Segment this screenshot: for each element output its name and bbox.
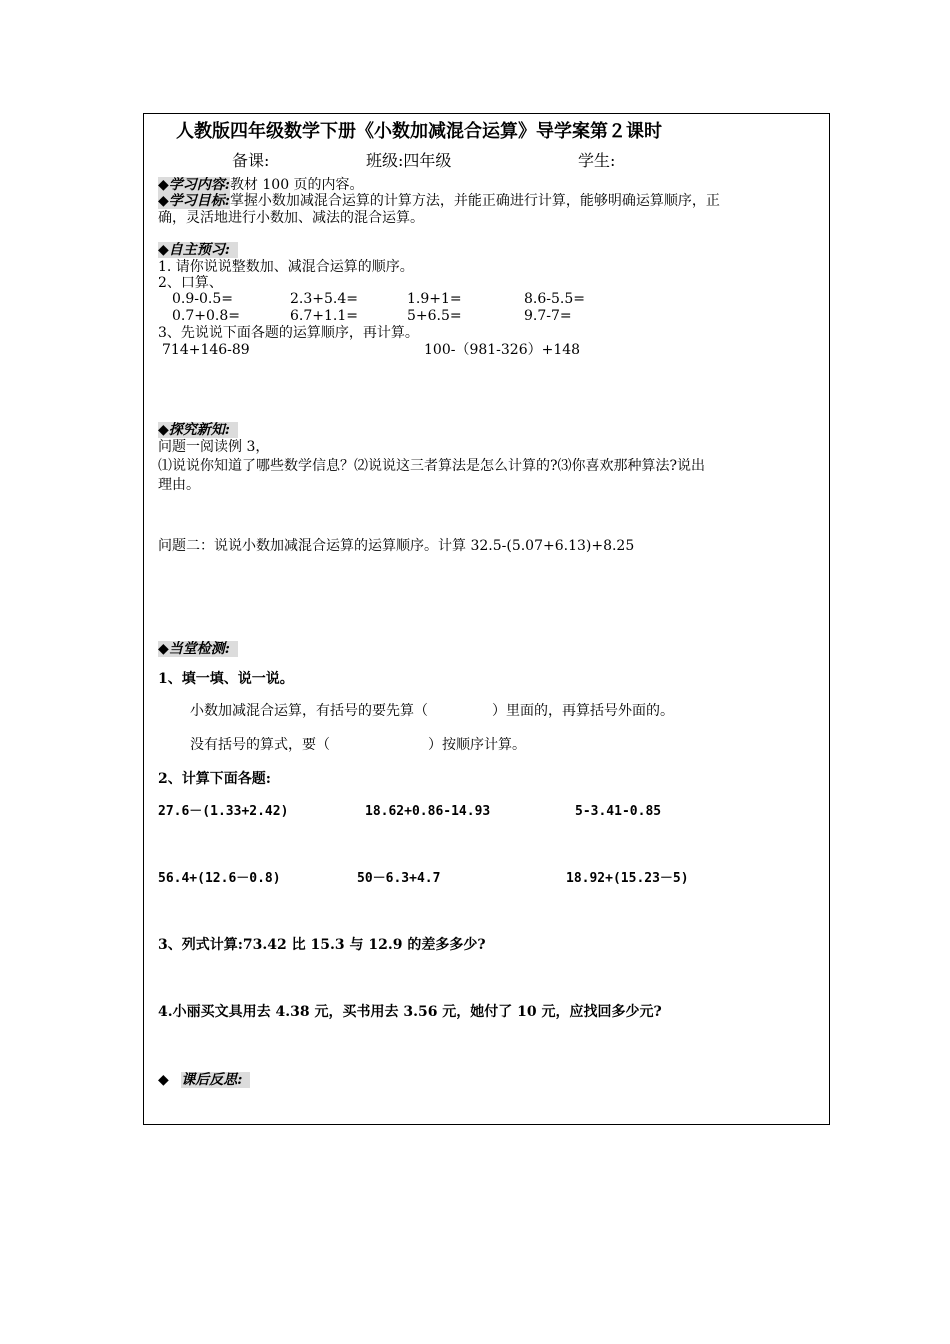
calc-item: 18.92+(15.23－5): [566, 871, 689, 886]
page-title: 人教版四年级数学下册《小数加减混合运算》导学案第２课时: [176, 121, 662, 142]
calc-item: 5-3.41-0.85: [575, 804, 662, 819]
test-s4: 4.小丽买文具用去 4.38 元，买书用去 3.56 元，她付了 10 元，应找回多少元?: [158, 1004, 662, 1020]
preview-label: ◆自主预习:: [158, 242, 238, 258]
class-value: 四年级: [403, 151, 452, 170]
class-label: 班级:: [366, 151, 404, 170]
calc-item: 56.4+(12.6－0.8): [158, 871, 281, 886]
learning-content-label: ◆学习内容:: [158, 177, 230, 193]
fill1-text-b: ）里面的，再算括号外面的。: [492, 703, 674, 719]
reflect-section: [158, 1072, 250, 1088]
explore-p1-line3: 理由。: [158, 477, 200, 493]
fill2-text-b: ）按顺序计算。: [428, 737, 526, 753]
oral-item: 5+6.5=: [407, 308, 462, 324]
test-label: ◆当堂检测:: [158, 641, 238, 657]
preview-calc-a: 714+146-89: [162, 342, 250, 358]
student-label: 学生:: [578, 151, 616, 170]
test-s2: 2、计算下面各题:: [158, 771, 271, 787]
reflect-label: 课后反思:: [181, 1072, 250, 1088]
preview-calc-b: 100-（981-326）+148: [424, 342, 581, 358]
calc-item: 18.62+0.86-14.93: [365, 804, 491, 819]
fill1-text-a: 小数加减混合运算，有括号的要先算（: [190, 703, 428, 719]
oral-item: 2.3+5.4=: [290, 291, 358, 307]
learning-goals-line2: 确，灵活地进行小数加、减法的混合运算。: [158, 210, 424, 226]
test-s3: 3、列式计算:73.42 比 15.3 与 12.9 的差多多少?: [158, 937, 486, 953]
oral-item: 0.9-0.5=: [172, 291, 233, 307]
learning-goals-label: ◆学习目标:: [158, 193, 230, 209]
prep-label: 备课:: [232, 151, 270, 170]
preview-q3: 3、先说说下面各题的运算顺序，再计算。: [158, 325, 419, 341]
oral-item: 8.6-5.5=: [524, 291, 585, 307]
oral-item: 9.7-7=: [524, 308, 572, 324]
learning-content-text: 教材 100 页的内容。: [229, 177, 364, 193]
calc-item: 50－6.3+4.7: [357, 871, 441, 886]
test-s1: 1、填一填、说一说。: [158, 671, 294, 687]
learning-content: [158, 177, 364, 193]
oral-item: 0.7+0.8=: [172, 308, 240, 324]
explore-p1-line2: ⑴说说你知道了哪些数学信息？⑵说说这三者算法是怎么计算的?⑶你喜欢那种算法?说出: [158, 458, 706, 474]
explore-label: ◆探究新知:: [158, 422, 238, 438]
preview-q2: 2、口算、: [158, 275, 223, 291]
explore-p2: 问题二：说说小数加减混合运算的运算顺序。计算 32.5-(5.07+6.13)+8.25: [158, 538, 635, 554]
fill-line-2: [190, 737, 526, 753]
fill2-text-a: 没有括号的算式，要（: [190, 737, 330, 753]
oral-item: 6.7+1.1=: [290, 308, 358, 324]
explore-p1-line1: 问题一阅读例 3，: [158, 439, 270, 455]
calc-item: 27.6－(1.33+2.42): [158, 804, 289, 819]
learning-goals-line1: 掌握小数加减混合运算的计算方法，并能正确进行计算，能够明确运算顺序，正: [229, 193, 720, 209]
class-field: [366, 151, 451, 171]
diamond-icon: ◆: [158, 1072, 169, 1088]
preview-q1: 1. 请你说说整数加、减混合运算的顺序。: [158, 259, 414, 275]
oral-item: 1.9+1=: [407, 291, 462, 307]
learning-goals: [158, 193, 720, 209]
fill-line-1: [190, 703, 674, 719]
